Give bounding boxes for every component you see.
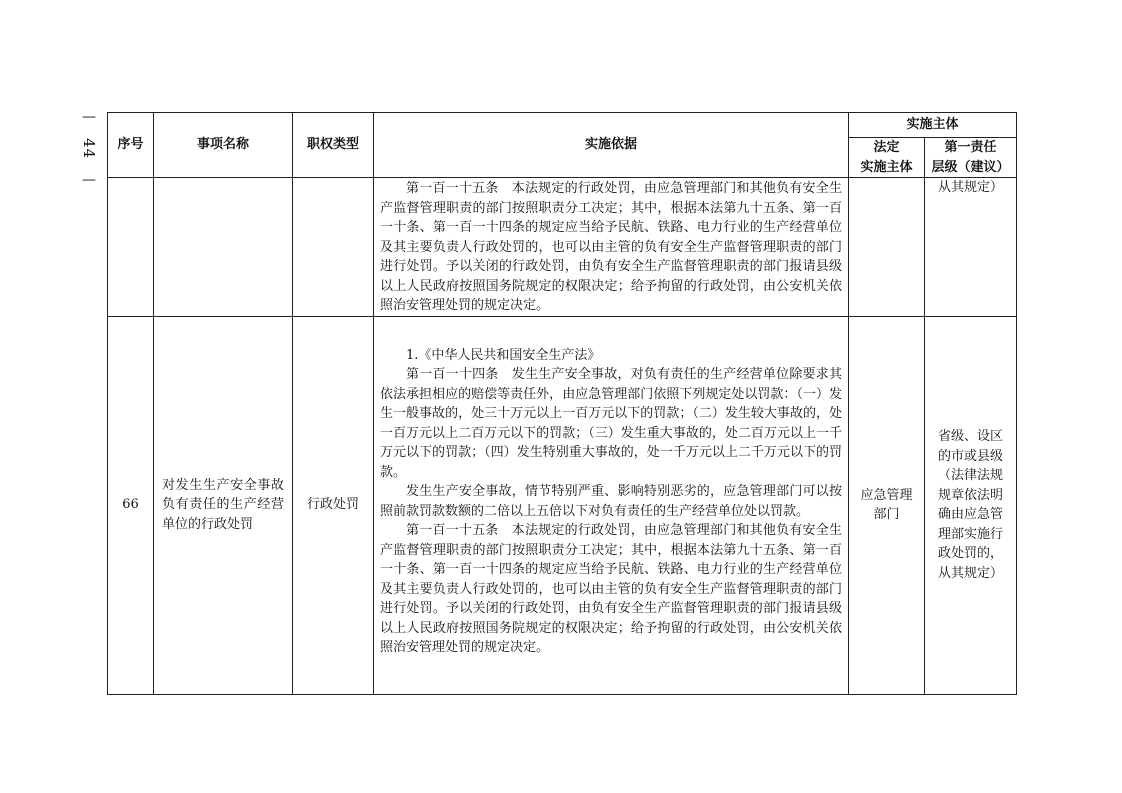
cont-basis-cell	[374, 178, 849, 317]
item-name-cell: 对发生生产安全事故负有责任的生产经营单位的行政处罚	[154, 316, 293, 694]
table-row	[108, 316, 1017, 694]
basis-paragraph: 第一百一十四条 发生生产安全事故，对负有责任的生产经营单位除要求其依法承担相应的赔偿等责任外，由应急管理部门依照下列规定处以罚款：（一）发生一般事故的，处三十万元以上一百万元以下的罚款；（二）发生较大事故的，处一百万元以上二百万元以下的罚款；（三）发生重大事故的，处二百万元以上一千万元以下的罚款；（四）发生特别重大事故的，处一千万元以上二千万元以下的罚款。	[380, 367, 842, 480]
seq-cell: 66	[108, 316, 154, 694]
header-legal-subject	[849, 138, 925, 178]
basis-paragraph: 第一百一十五条 本法规定的行政处罚，由应急管理部门和其他负有安全生产监督管理职责的部门按照职责分工决定；其中，根据本法第九十五条、第一百一十条、第一百一十四条的规定应当给予民航、铁路、电力行业的生产经营单位及其主要负责人行政处罚的，也可以由主管的负有安全生产监督管理职责的部门进行处罚。予以关闭的行政处罚，由负有安全生产监督管理职责的部门报请县级以上人民政府按照国务院规定的权限决定；给予拘留的行政处罚，由公安机关依照治安管理处罚的规定决定。	[380, 523, 842, 655]
enforcement-items-table	[107, 112, 1017, 695]
page-number: 44	[80, 138, 98, 160]
legal-subject-cell: 应急管理部门	[849, 316, 925, 694]
header-item-name: 事项名称	[154, 113, 293, 178]
header-legal-subject-line2: 实施主体	[860, 159, 913, 175]
basis-paragraph: 发生生产安全事故，情节特别严重、影响特别恶劣的，应急管理部门可以按照前款罚款数额的二倍以上五倍以下对负有责任的生产经营单位处以罚款。	[380, 484, 842, 519]
basis-paragraph-law-title: 1.《中华人民共和国安全生产法》	[406, 347, 601, 363]
cont-item-name-cell	[154, 178, 293, 317]
power-type-cell: 行政处罚	[293, 316, 374, 694]
header-power-type: 职权类型	[293, 113, 374, 178]
header-first-resp-line1: 第一责任	[944, 140, 997, 155]
cont-first-resp-text: 从其规定）	[938, 180, 1004, 195]
table-row-continued	[108, 178, 1017, 317]
header-subject-group: 实施主体	[849, 113, 1017, 138]
cont-legal-subject-cell	[849, 178, 925, 317]
header-basis: 实施依据	[374, 113, 849, 178]
cont-power-type-cell	[293, 178, 374, 317]
cont-seq-cell	[108, 178, 154, 317]
cont-first-resp-cell	[925, 178, 1017, 317]
header-first-resp	[925, 138, 1017, 178]
basis-cell	[374, 316, 849, 694]
header-seq: 序号	[108, 113, 154, 178]
header-legal-subject-line1: 法定	[873, 140, 900, 155]
page-number-margin	[76, 110, 102, 187]
basis-paragraph: 第一百一十五条 本法规定的行政处罚，由应急管理部门和其他负有安全生产监督管理职责的部门按照职责分工决定；其中，根据本法第九十五条、第一百一十条、第一百一十四条的规定应当给予民航、铁路、电力行业的生产经营单位及其主要负责人行政处罚的，也可以由主管的负有安全生产监督管理职责的部门进行处罚。予以关闭的行政处罚，由负有安全生产监督管理职责的部门报请县级以上人民政府按照国务院规定的权限决定；给予拘留的行政处罚，由公安机关依照治安管理处罚的规定决定。	[380, 181, 842, 313]
page-number-dash-bottom: —	[82, 172, 96, 189]
header-first-resp-line2: 层级（建议）	[931, 159, 1010, 175]
first-resp-cell: 省级、设区的市或县级（法律法规规章依法明确由应急管理部实施行政处罚的，从其规定）	[925, 316, 1017, 694]
page-number-dash-top: —	[82, 109, 96, 125]
